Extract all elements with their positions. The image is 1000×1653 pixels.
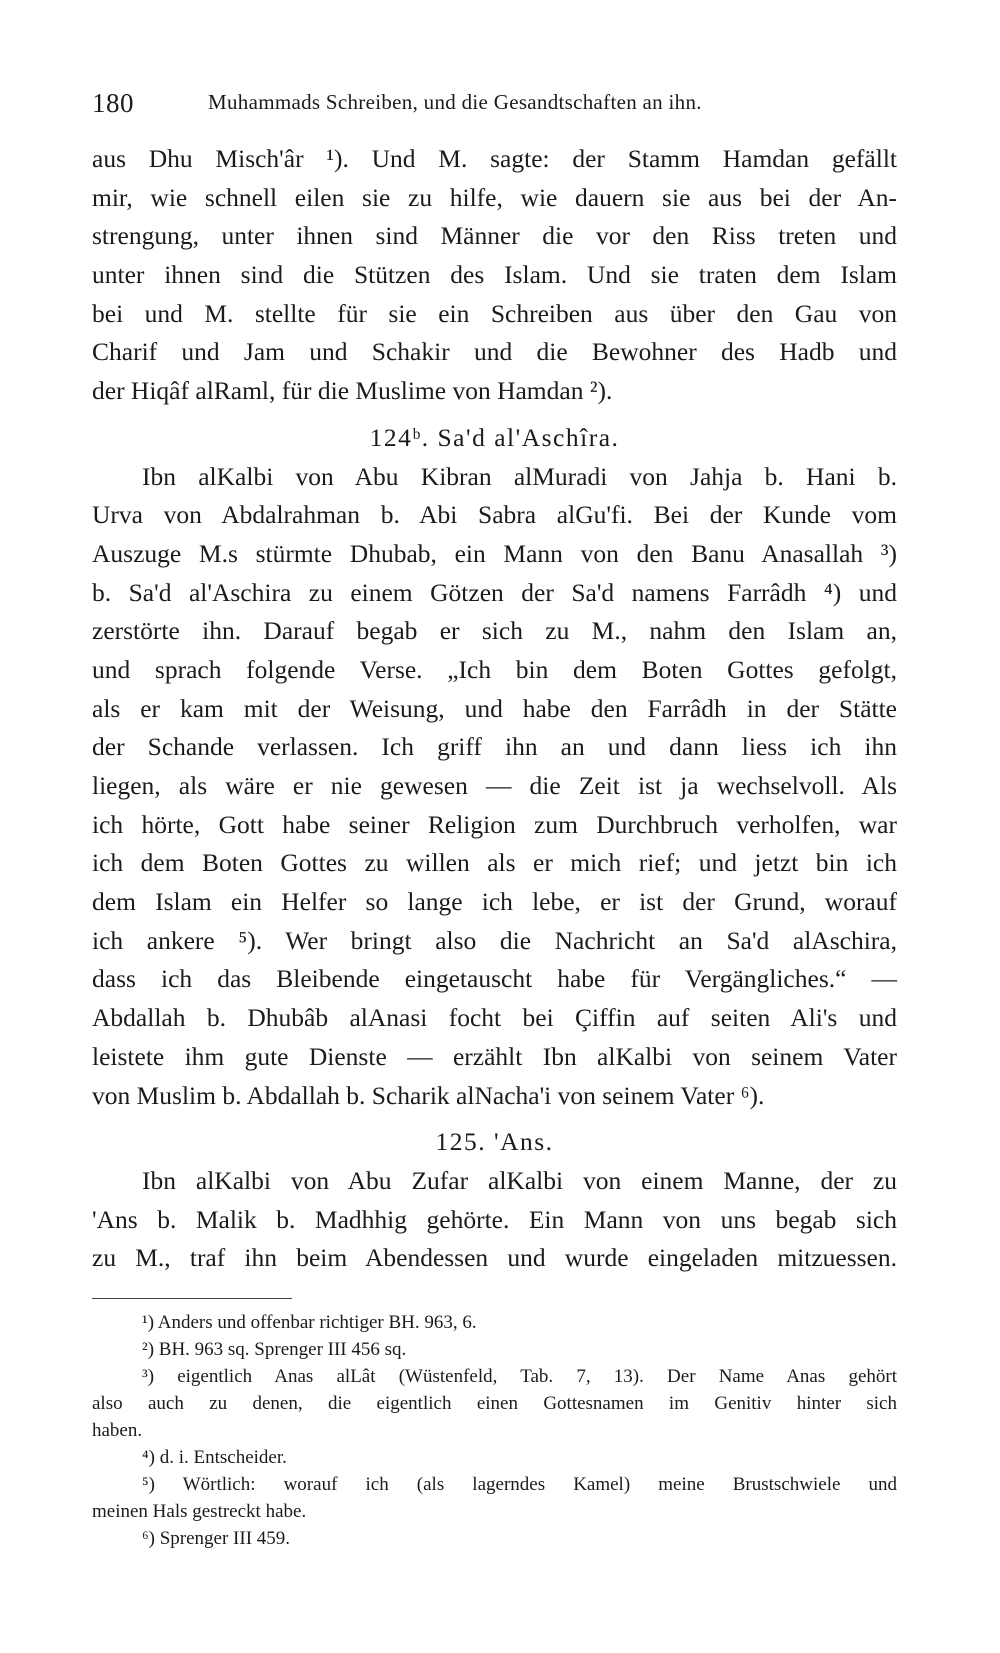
text-line: 'Ans b. Malik b. Madhhig gehörte. Ein Mann von uns begab sich bbox=[92, 1204, 897, 1234]
text-line: Urva von Abdalrahman b. Abi Sabra alGu'fi. Bei der Kunde vom bbox=[92, 500, 897, 530]
running-header bbox=[92, 84, 892, 124]
intro-paragraph bbox=[92, 140, 897, 411]
text-line: ich dem Boten Gottes zu willen als er mich rief; und jetzt bin ich bbox=[92, 848, 897, 878]
main-text bbox=[92, 140, 897, 1552]
text-line: dem Islam ein Helfer so lange ich lebe, er ist der Grund, worauf bbox=[92, 887, 897, 917]
footnotes bbox=[92, 1309, 897, 1552]
text-line: bei und M. stellte für sie ein Schreiben aus über den Gau von bbox=[92, 298, 897, 328]
running-title: Muhammads Schreiben, und die Gesandtschaften an ihn. bbox=[208, 90, 702, 114]
section-heading-125: 125. 'Ans. bbox=[435, 1127, 554, 1157]
footnote: ¹) Anders und offenbar richtiger BH. 963, 6. bbox=[142, 1311, 477, 1333]
text-line: Ibn alKalbi von Abu Kibran alMuradi von Jahja b. Hani b. bbox=[142, 461, 897, 491]
text-line: Abdallah b. Dhubâb alAnasi focht bei Çiffin auf seiten Ali's und bbox=[92, 1003, 897, 1033]
section-124b-paragraph bbox=[92, 458, 897, 1116]
footnote: ⁶) Sprenger III 459. bbox=[142, 1527, 291, 1549]
text-line: der Hiqâf alRaml, für die Muslime von Hamdan ²). bbox=[92, 376, 613, 406]
text-line: der Schande verlassen. Ich griff ihn an und dann liess ich ihn bbox=[92, 732, 897, 762]
text-line: leistete ihm gute Dienste — erzählt Ibn alKalbi von seinem Vater bbox=[92, 1041, 897, 1071]
text-line: aus Dhu Misch'âr ¹). Und M. sagte: der Stamm Hamdan gefällt bbox=[92, 144, 897, 173]
text-line: zerstörte ihn. Darauf begab er sich zu M., nahm den Islam an, bbox=[92, 616, 897, 646]
text-line: Ibn alKalbi von Abu Zufar alKalbi von einem Manne, der zu bbox=[142, 1165, 897, 1195]
text-line: dass ich das Bleibende eingetauscht habe für Vergängliches.“ — bbox=[92, 964, 897, 994]
text-line: ich hörte, Gott habe seiner Religion zum Durchbruch verholfen, war bbox=[92, 809, 897, 839]
footnote: ²) BH. 963 sq. Sprenger III 456 sq. bbox=[142, 1338, 407, 1360]
page-number: 180 bbox=[92, 88, 134, 118]
text-line: ich ankere ⁵). Wer bringt also die Nachricht an Sa'd alAschira, bbox=[92, 925, 897, 955]
text-line: als er kam mit der Weisung, und habe den Farrâdh in der Stätte bbox=[92, 693, 897, 723]
footnote-divider bbox=[92, 1298, 292, 1299]
text-line: unter ihnen sind die Stützen des Islam. Und sie traten dem Islam bbox=[92, 260, 897, 290]
footnote-continuation: haben. bbox=[92, 1419, 143, 1441]
text-line: Charif und Jam und Schakir und die Bewohner des Hadb und bbox=[92, 337, 897, 367]
section-125-paragraph bbox=[92, 1162, 897, 1278]
text-line: b. Sa'd al'Aschira zu einem Götzen der Sa'd namens Farrâdh ⁴) und bbox=[92, 577, 897, 607]
footnote-continuation: meinen Hals gestreckt habe. bbox=[92, 1500, 307, 1522]
text-line: mir, wie schnell eilen sie zu hilfe, wie dauern sie aus bei der An- bbox=[92, 182, 897, 212]
text-line: liegen, als wäre er nie gewesen — die Zeit ist ja wechselvoll. Als bbox=[92, 771, 897, 800]
text-line: von Muslim b. Abdallah b. Scharik alNacha'i von seinem Vater ⁶). bbox=[92, 1080, 765, 1110]
text-line: und sprach folgende Verse. „Ich bin dem Boten Gottes gefolgt, bbox=[92, 654, 897, 684]
footnote-continuation: also auch zu denen, die eigentlich einen Gottesnamen im Genitiv hinter sich bbox=[92, 1392, 897, 1414]
section-heading-124b: 124ᵇ. Sa'd al'Aschîra. bbox=[369, 422, 620, 452]
footnote: ³) eigentlich Anas alLât (Wüstenfeld, Tab. 7, 13). Der Name Anas gehört bbox=[142, 1365, 897, 1387]
footnote: ⁴) d. i. Entscheider. bbox=[142, 1446, 287, 1468]
text-line: zu M., traf ihn beim Abendessen und wurde eingeladen mitzuessen. bbox=[92, 1243, 897, 1273]
footnote: ⁵) Wörtlich: worauf ich (als lagerndes Kamel) meine Brustschwiele und bbox=[142, 1473, 897, 1495]
text-line: strengung, unter ihnen sind Männer die vor den Riss treten und bbox=[92, 221, 897, 251]
text-line: Auszuge M.s stürmte Dhubab, ein Mann von den Banu Anasallah ³) bbox=[92, 538, 897, 568]
